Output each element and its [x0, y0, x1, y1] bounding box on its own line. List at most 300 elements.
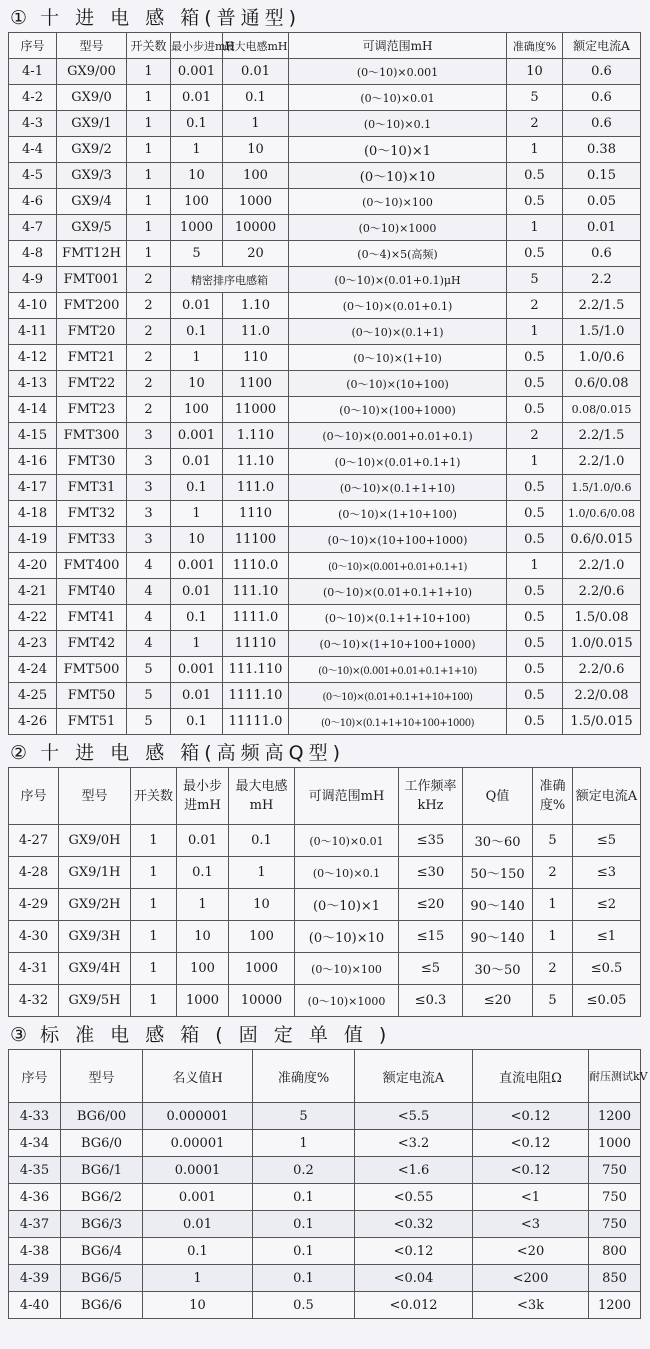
table-cell: BG6/0 — [61, 1130, 143, 1157]
table-cell: (0～10)×0.001 — [289, 59, 507, 85]
table-cell: 4 — [127, 605, 171, 631]
table-row — [9, 501, 641, 527]
table-cell: 0.38 — [563, 137, 641, 163]
table-cell: 0.1 — [171, 709, 223, 735]
table-cell: (0～10)×100 — [295, 953, 399, 985]
table-cell: FMT32 — [57, 501, 127, 527]
table-cell: 5 — [533, 985, 573, 1017]
table-cell: 0.6 — [563, 85, 641, 111]
table-cell: (0～10)×(0.001+0.01+0.1+1) — [289, 553, 507, 579]
table-cell: 4-20 — [9, 553, 57, 579]
table-cell: 4-38 — [9, 1238, 61, 1265]
section2-header-cell: 工作频率kHz — [399, 768, 463, 825]
table-cell: ≤2 — [573, 889, 641, 921]
table-cell: 1000 — [171, 215, 223, 241]
table-row — [9, 709, 641, 735]
section3-header-cell: 准确度% — [253, 1050, 355, 1103]
table-cell: <0.12 — [473, 1157, 589, 1184]
table-cell: ≤1 — [573, 921, 641, 953]
table-cell: 4-19 — [9, 527, 57, 553]
table-cell: (0～10)×1000 — [295, 985, 399, 1017]
table-cell: 2.2/0.6 — [563, 657, 641, 683]
section1-table — [8, 32, 641, 735]
table-cell: 1.0/0.015 — [563, 631, 641, 657]
section3-header-cell: 名义值H — [143, 1050, 253, 1103]
table-cell: 1000 — [223, 189, 289, 215]
table-cell: 1.110 — [223, 423, 289, 449]
section3-body — [9, 1103, 641, 1319]
table-cell: 4-24 — [9, 657, 57, 683]
table-cell: 4-33 — [9, 1103, 61, 1130]
table-cell: 3 — [127, 501, 171, 527]
table-cell: (0～10)×(0.01+0.1) — [289, 293, 507, 319]
table-cell: 1.5/1.0 — [563, 319, 641, 345]
section1-header-cell: 可调范围mH — [289, 33, 507, 59]
table-cell: 4-2 — [9, 85, 57, 111]
table-cell: FMT22 — [57, 371, 127, 397]
table-cell: 4-16 — [9, 449, 57, 475]
table-cell: 0.1 — [253, 1238, 355, 1265]
table-cell: FMT200 — [57, 293, 127, 319]
table-cell: GX9/4 — [57, 189, 127, 215]
table-cell: 4-8 — [9, 241, 57, 267]
table-row — [9, 605, 641, 631]
table-cell: 5 — [127, 657, 171, 683]
table-cell: 4-3 — [9, 111, 57, 137]
table-row — [9, 1103, 641, 1130]
table-cell: (0～10)×10 — [295, 921, 399, 953]
table-cell: 110 — [223, 345, 289, 371]
table-cell: 3 — [127, 527, 171, 553]
table-row — [9, 59, 641, 85]
table-row — [9, 921, 641, 953]
table-cell: BG6/6 — [61, 1292, 143, 1319]
table-cell: 1111.10 — [223, 683, 289, 709]
table-cell: (0～10)×0.01 — [295, 825, 399, 857]
table-cell: 2.2/1.5 — [563, 423, 641, 449]
table-cell: 11.0 — [223, 319, 289, 345]
table-cell: 1.5/1.0/0.6 — [563, 475, 641, 501]
table-cell: 750 — [589, 1184, 641, 1211]
table-row — [9, 85, 641, 111]
section3-header-cell: 耐压测试kV — [589, 1050, 641, 1103]
table-cell: 10000 — [223, 215, 289, 241]
table-cell: FMT51 — [57, 709, 127, 735]
section2-header-cell: Q值 — [463, 768, 533, 825]
table-cell: FMT40 — [57, 579, 127, 605]
table-cell: 4-21 — [9, 579, 57, 605]
table-cell: 0.1 — [223, 85, 289, 111]
table-row — [9, 1184, 641, 1211]
table-cell: 1100 — [223, 371, 289, 397]
table-cell: 2.2 — [563, 267, 641, 293]
table-cell: 4 — [127, 553, 171, 579]
table-cell: 0.1 — [229, 825, 295, 857]
table-cell: 4-27 — [9, 825, 59, 857]
table-cell: 1.5/0.08 — [563, 605, 641, 631]
table-cell: 0.2 — [253, 1157, 355, 1184]
table-cell: FMT21 — [57, 345, 127, 371]
table-cell: FMT41 — [57, 605, 127, 631]
table-cell: <0.012 — [355, 1292, 473, 1319]
table-cell: 0.5 — [507, 657, 563, 683]
table-cell: 4-29 — [9, 889, 59, 921]
table-row — [9, 985, 641, 1017]
table-cell: <1.6 — [355, 1157, 473, 1184]
table-cell: 0.1 — [253, 1265, 355, 1292]
table-cell: 4-23 — [9, 631, 57, 657]
section3-header-cell: 序号 — [9, 1050, 61, 1103]
table-cell: 2.2/1.0 — [563, 449, 641, 475]
table-cell: (0～10)×(0.01+0.1+1) — [289, 449, 507, 475]
table-cell: 0.5 — [253, 1292, 355, 1319]
table-cell: 11110 — [223, 631, 289, 657]
table-cell: (0～10)×(0.001+0.01+0.1+1+10) — [289, 657, 507, 683]
table-cell: (0～10)×0.1 — [289, 111, 507, 137]
table-cell: 4-18 — [9, 501, 57, 527]
table-row — [9, 345, 641, 371]
merged-cell: 精密排序电感箱 — [171, 267, 289, 293]
table-row-special — [9, 267, 641, 293]
table-cell: 0.000001 — [143, 1103, 253, 1130]
table-cell: 1200 — [589, 1103, 641, 1130]
table-row — [9, 475, 641, 501]
table-cell: 111.110 — [223, 657, 289, 683]
table-cell: 0.5 — [507, 475, 563, 501]
table-cell: 4-31 — [9, 953, 59, 985]
table-cell: (0～10)×(0.1+1) — [289, 319, 507, 345]
table-cell: 1 — [131, 953, 177, 985]
table-row — [9, 319, 641, 345]
table-cell: 4-36 — [9, 1184, 61, 1211]
table-row — [9, 683, 641, 709]
table-cell: 10 — [143, 1292, 253, 1319]
table-cell: (0～10)×(0.1+1+10+100+1000) — [289, 709, 507, 735]
section1-header-row — [9, 33, 641, 59]
table-cell: 0.6/0.08 — [563, 371, 641, 397]
table-cell: FMT001 — [57, 267, 127, 293]
table-cell: 0.001 — [143, 1184, 253, 1211]
table-cell: 10 — [229, 889, 295, 921]
table-row — [9, 825, 641, 857]
table-cell: 1111.0 — [223, 605, 289, 631]
section3-number: ③ — [10, 1024, 30, 1046]
table-cell: 1 — [171, 345, 223, 371]
table-cell: 1 — [127, 137, 171, 163]
table-cell: 11000 — [223, 397, 289, 423]
table-cell: GX9/0 — [57, 85, 127, 111]
table-cell: 1.0/0.6 — [563, 345, 641, 371]
table-cell: (0～10)×0.1 — [295, 857, 399, 889]
table-cell: 2 — [533, 953, 573, 985]
table-cell: 11.10 — [223, 449, 289, 475]
section2-number: ② — [10, 742, 30, 764]
table-cell: 0.01 — [171, 85, 223, 111]
table-cell: <0.12 — [473, 1103, 589, 1130]
table-cell: GX9/1 — [57, 111, 127, 137]
table-cell: 0.1 — [253, 1211, 355, 1238]
table-cell: <3 — [473, 1211, 589, 1238]
table-row — [9, 889, 641, 921]
table-cell: 0.1 — [171, 475, 223, 501]
table-cell: 0.01 — [171, 449, 223, 475]
table-cell: FMT500 — [57, 657, 127, 683]
table-cell: 1 — [131, 857, 177, 889]
section2-header-cell: 最大电感mH — [229, 768, 295, 825]
section1-body — [9, 59, 641, 735]
table-cell: ≤5 — [573, 825, 641, 857]
table-cell: 3 — [127, 449, 171, 475]
table-cell: <0.04 — [355, 1265, 473, 1292]
table-cell: (0～10)×(1+10+100+1000) — [289, 631, 507, 657]
table-cell: 1 — [507, 553, 563, 579]
table-cell: (0～4)×5(高频) — [289, 241, 507, 267]
table-cell: BG6/5 — [61, 1265, 143, 1292]
table-cell: 0.01 — [171, 579, 223, 605]
table-cell: 1 — [223, 111, 289, 137]
table-cell: FMT30 — [57, 449, 127, 475]
table-cell: 4-1 — [9, 59, 57, 85]
table-cell: 100 — [171, 189, 223, 215]
table-cell: 1 — [171, 631, 223, 657]
table-cell: 5 — [533, 825, 573, 857]
table-cell: 1 — [507, 319, 563, 345]
table-cell: (0～10)×100 — [289, 189, 507, 215]
table-cell: (0～10)×(0.01+0.1)μH — [289, 267, 507, 293]
table-cell: 5 — [507, 85, 563, 111]
table-cell: 1 — [171, 501, 223, 527]
table-cell: 100 — [177, 953, 229, 985]
table-cell: 1 — [127, 241, 171, 267]
table-cell: 4-5 — [9, 163, 57, 189]
table-row — [9, 857, 641, 889]
table-cell: ≤35 — [399, 825, 463, 857]
table-row — [9, 631, 641, 657]
section3-header-row — [9, 1050, 641, 1103]
table-cell: (0～10)×(100+1000) — [289, 397, 507, 423]
table-cell: 1 — [127, 85, 171, 111]
section1-header-cell: 开关数 — [127, 33, 171, 59]
table-row — [9, 449, 641, 475]
table-cell: 0.5 — [507, 709, 563, 735]
section3-header-cell: 额定电流A — [355, 1050, 473, 1103]
table-cell: (0～10)×(0.01+0.1+1+10) — [289, 579, 507, 605]
table-cell: 4-13 — [9, 371, 57, 397]
table-cell: 1 — [507, 215, 563, 241]
section2-header-cell: 序号 — [9, 768, 59, 825]
table-cell: 0.1 — [171, 111, 223, 137]
table-row — [9, 657, 641, 683]
table-cell: GX9/2H — [59, 889, 131, 921]
section1-header-cell: 最大电感mH — [223, 33, 289, 59]
table-cell: 4-37 — [9, 1211, 61, 1238]
table-cell: FMT23 — [57, 397, 127, 423]
table-cell: 0.0001 — [143, 1157, 253, 1184]
table-cell: 750 — [589, 1211, 641, 1238]
table-cell: BG6/2 — [61, 1184, 143, 1211]
table-cell: <200 — [473, 1265, 589, 1292]
table-cell: 0.1 — [143, 1238, 253, 1265]
table-cell: 1 — [131, 825, 177, 857]
table-cell: 100 — [223, 163, 289, 189]
section2-title-text: 十 进 电 感 箱(高频高Q型) — [40, 742, 346, 764]
section2-header-cell: 型号 — [59, 768, 131, 825]
table-row — [9, 189, 641, 215]
table-cell: FMT20 — [57, 319, 127, 345]
table-cell: 0.5 — [507, 605, 563, 631]
table-cell: 3 — [127, 423, 171, 449]
table-row — [9, 111, 641, 137]
table-cell: 4-34 — [9, 1130, 61, 1157]
section3-title — [8, 1021, 640, 1049]
table-cell: 10000 — [229, 985, 295, 1017]
section1-title — [8, 4, 640, 32]
table-cell: 0.5 — [507, 397, 563, 423]
table-cell: GX9/5H — [59, 985, 131, 1017]
table-cell: (0～10)×(0.01+0.1+1+10+100) — [289, 683, 507, 709]
table-cell: 10 — [177, 921, 229, 953]
table-cell: ≤0.05 — [573, 985, 641, 1017]
table-cell: 2.2/1.5 — [563, 293, 641, 319]
table-cell: 2 — [127, 267, 171, 293]
table-cell: ≤20 — [463, 985, 533, 1017]
table-cell: 10 — [507, 59, 563, 85]
section1-title-text: 十 进 电 感 箱(普通型) — [40, 7, 302, 29]
catalog-page — [8, 4, 648, 1319]
table-cell: 2 — [127, 397, 171, 423]
section3-header-cell: 直流电阻Ω — [473, 1050, 589, 1103]
section1-header-cell: 准确度% — [507, 33, 563, 59]
table-cell: 0.01 — [171, 293, 223, 319]
section2-header-cell: 开关数 — [131, 768, 177, 825]
table-cell: 4-12 — [9, 345, 57, 371]
table-cell: 1 — [127, 111, 171, 137]
table-cell: ≤30 — [399, 857, 463, 889]
table-cell: 1 — [143, 1265, 253, 1292]
table-row — [9, 215, 641, 241]
table-cell: 750 — [589, 1157, 641, 1184]
table-row — [9, 1130, 641, 1157]
table-cell: 5 — [127, 709, 171, 735]
table-cell: GX9/00 — [57, 59, 127, 85]
table-cell: 10 — [223, 137, 289, 163]
table-cell: 4 — [127, 579, 171, 605]
table-cell: 0.6/0.015 — [563, 527, 641, 553]
table-cell: 5 — [127, 683, 171, 709]
table-cell: 4-30 — [9, 921, 59, 953]
table-cell: (0～10)×(0.1+1+10+100) — [289, 605, 507, 631]
table-cell: 1 — [507, 449, 563, 475]
table-cell: 4-25 — [9, 683, 57, 709]
table-cell: <1 — [473, 1184, 589, 1211]
table-cell: 0.08/0.015 — [563, 397, 641, 423]
table-cell: 0.5 — [507, 501, 563, 527]
table-cell: (0～10)×1000 — [289, 215, 507, 241]
table-cell: 4-22 — [9, 605, 57, 631]
table-cell: GX9/0H — [59, 825, 131, 857]
table-cell: FMT42 — [57, 631, 127, 657]
table-cell: 0.01 — [143, 1211, 253, 1238]
table-cell: 100 — [229, 921, 295, 953]
table-cell: GX9/3H — [59, 921, 131, 953]
table-cell: 2 — [127, 371, 171, 397]
table-cell: 90～140 — [463, 889, 533, 921]
table-cell: (0～10)×(0.1+1+10) — [289, 475, 507, 501]
table-cell: 90～140 — [463, 921, 533, 953]
table-cell: (0～10)×(10+100+1000) — [289, 527, 507, 553]
table-cell: 4-32 — [9, 985, 59, 1017]
table-row — [9, 553, 641, 579]
table-cell: 2 — [127, 293, 171, 319]
section3-header-cell: 型号 — [61, 1050, 143, 1103]
section1-header-cell: 序号 — [9, 33, 57, 59]
table-cell: 4-26 — [9, 709, 57, 735]
table-cell: 0.01 — [177, 825, 229, 857]
table-cell: 2 — [507, 423, 563, 449]
table-cell: GX9/1H — [59, 857, 131, 889]
table-cell: 111.0 — [223, 475, 289, 501]
table-row — [9, 293, 641, 319]
table-cell: 1 — [127, 215, 171, 241]
table-cell: 2.2/0.08 — [563, 683, 641, 709]
table-row — [9, 579, 641, 605]
table-cell: 0.15 — [563, 163, 641, 189]
table-cell: BG6/3 — [61, 1211, 143, 1238]
table-cell: 2 — [127, 345, 171, 371]
table-cell: 2.2/0.6 — [563, 579, 641, 605]
table-cell: <0.55 — [355, 1184, 473, 1211]
table-cell: 1 — [131, 985, 177, 1017]
table-cell: 1 — [253, 1130, 355, 1157]
table-cell: 1.0/0.6/0.08 — [563, 501, 641, 527]
table-cell: FMT50 — [57, 683, 127, 709]
table-cell: 0.6 — [563, 111, 641, 137]
table-cell: 4-7 — [9, 215, 57, 241]
section2-body — [9, 825, 641, 1017]
table-cell: 0.00001 — [143, 1130, 253, 1157]
section2-header-cell: 最小步进mH — [177, 768, 229, 825]
table-cell: (0～10)×0.01 — [289, 85, 507, 111]
table-cell: 1200 — [589, 1292, 641, 1319]
table-cell: 2.2/1.0 — [563, 553, 641, 579]
table-cell: (0～10)×10 — [289, 163, 507, 189]
table-cell: 0.5 — [507, 683, 563, 709]
table-cell: 1 — [171, 137, 223, 163]
table-cell: 0.5 — [507, 631, 563, 657]
table-cell: 1 — [177, 889, 229, 921]
table-cell: 4-17 — [9, 475, 57, 501]
table-cell: 10 — [171, 527, 223, 553]
table-cell: 0.5 — [507, 345, 563, 371]
table-cell: 0.1 — [253, 1184, 355, 1211]
table-cell: 11111.0 — [223, 709, 289, 735]
table-cell: 0.6 — [563, 241, 641, 267]
table-cell: (0～10)×(0.001+0.01+0.1) — [289, 423, 507, 449]
table-cell: 4-40 — [9, 1292, 61, 1319]
table-cell: 1.5/0.015 — [563, 709, 641, 735]
table-cell: 4-39 — [9, 1265, 61, 1292]
table-cell: <0.12 — [473, 1130, 589, 1157]
section2-title — [8, 739, 640, 767]
table-cell: 10 — [171, 371, 223, 397]
table-cell: (0～10)×1 — [289, 137, 507, 163]
table-cell: 0.001 — [171, 553, 223, 579]
section2-header-cell: 准确度% — [533, 768, 573, 825]
table-cell: <0.32 — [355, 1211, 473, 1238]
table-cell: 4 — [127, 631, 171, 657]
table-row — [9, 527, 641, 553]
table-cell: 1000 — [589, 1130, 641, 1157]
